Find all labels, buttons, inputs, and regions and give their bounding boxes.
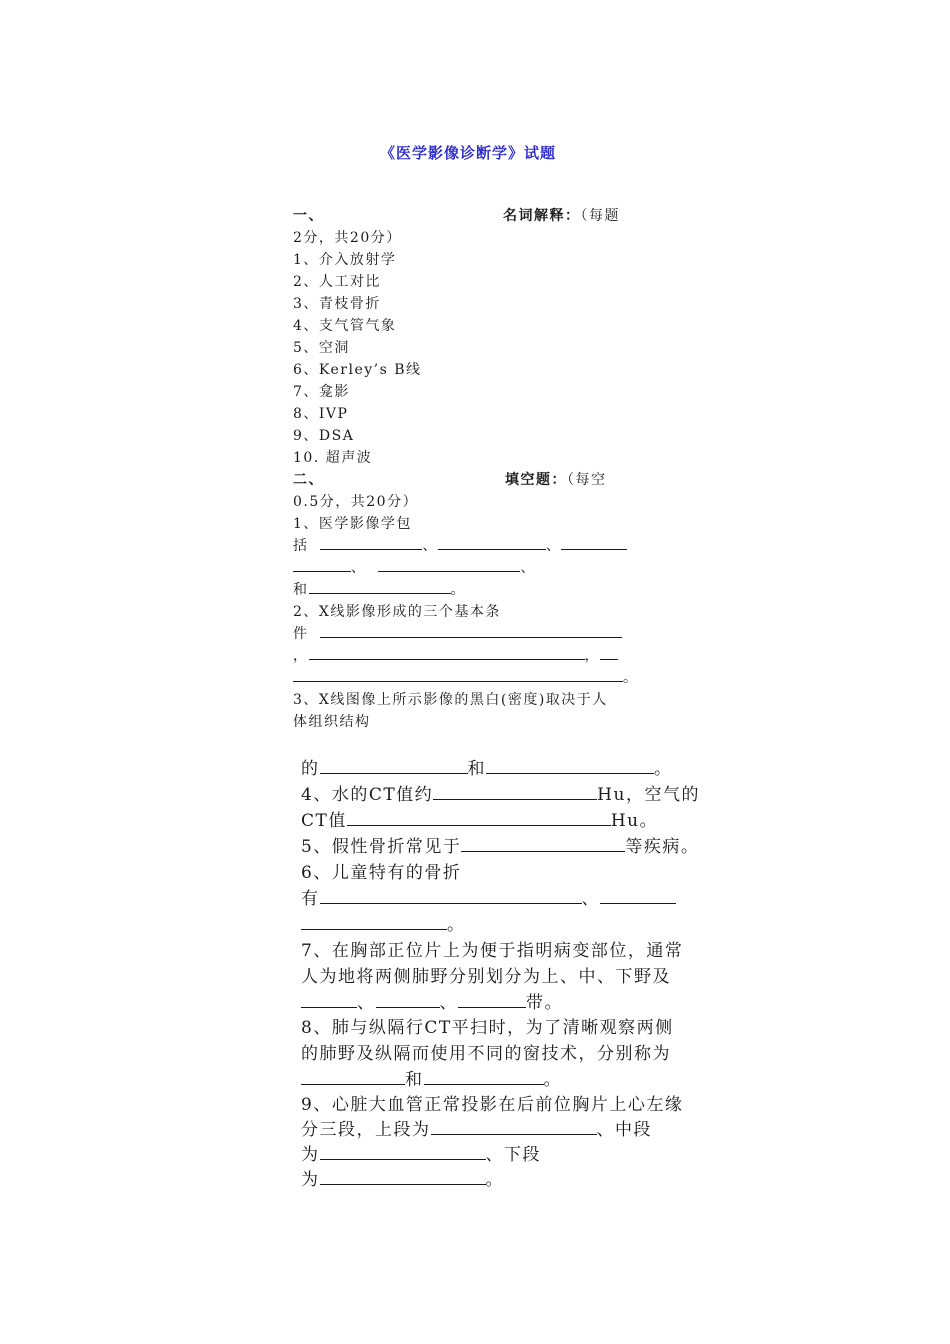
blank[interactable] [561,535,627,550]
q3-line-b: 体组织结构 [293,714,371,730]
blank[interactable] [293,557,351,572]
q6-line-b: 有 、 [301,884,676,909]
blank[interactable] [320,887,582,904]
section1-heading: 名词解释： [503,208,581,224]
blank[interactable] [486,757,654,774]
term-item: 9、DSA [293,428,355,444]
section2-header [505,469,607,489]
q1-line-d: 和 。 [293,579,466,599]
blank[interactable] [320,1168,486,1185]
term-item: 10. 超声波 [293,450,373,466]
blank[interactable] [433,783,597,800]
blank[interactable] [376,991,440,1008]
blank[interactable] [600,645,618,660]
section2-number: 二、 [293,472,324,488]
q1-line-b: 括 、 、 [293,535,627,555]
q4-line-a: 4、水的CT值约 Hu，空气的 [301,785,700,805]
section2-note-cont: 0.5分，共20分） [293,494,419,510]
document-title: 《医学影像诊断学》试题 [380,144,557,162]
term-item: 8、IVP [293,406,349,422]
section1-note: （每题 [580,208,620,224]
blank[interactable] [301,1068,405,1085]
q2-line-b: 件 [293,623,622,643]
blank[interactable] [378,557,520,572]
q1-line-a: 1、医学影像学包 [293,516,412,532]
q9-line-b: 分三段，上段为 、中段 [301,1120,652,1140]
term-item: 7、龛影 [293,384,350,400]
q7-line-c: 、 、 带。 [301,988,563,1013]
q2-line-d: 。 [293,667,639,687]
section1-note-cont: 2分，共20分） [293,230,402,246]
section1-header [503,205,620,225]
q7-line-a: 7、在胸部正位片上为便于指明病变部位，通常 [301,941,684,961]
blank[interactable] [301,991,357,1008]
q3-line-c: 的 和 。 [301,759,673,779]
term-item: 4、支气管气象 [293,318,397,334]
section2-heading: 填空题： [505,472,567,488]
q9-line-d: 为 。 [301,1170,504,1190]
term-item: 5、空洞 [293,340,350,356]
q6-line-c: 。 [301,910,466,935]
blank[interactable] [320,1143,486,1160]
blank[interactable] [438,535,546,550]
blank[interactable] [320,623,622,638]
blank[interactable] [320,535,422,550]
q8-line-a: 8、肺与纵隔行CT平扫时，为了清晰观察两侧 [301,1018,674,1038]
q9-line-c: 为 、下段 [301,1145,541,1165]
q5-line: 5、假性骨折常见于 等疾病。 [301,837,700,857]
blank[interactable] [458,991,526,1008]
q4-line-b: CT值 Hu。 [301,811,659,831]
blank[interactable] [461,835,625,852]
blank[interactable] [320,757,468,774]
section2-note: （每空 [567,472,607,488]
blank[interactable] [301,913,447,930]
blank[interactable] [424,1068,544,1085]
blank[interactable] [293,667,623,682]
term-item: 1、介入放射学 [293,252,397,268]
section1-number: 一、 [293,208,324,224]
q3-line-a: 3、X线图像上所示影像的黑白(密度)取决于人 [293,692,608,708]
q2-line-a: 2、X线影像形成的三个基本条 [293,604,501,620]
blank[interactable] [600,887,676,904]
q2-line-c: ， ， [293,645,618,665]
q8-line-c: 和 。 [301,1065,562,1090]
q1-line-c: 、 、 [293,557,536,577]
blank[interactable] [309,579,451,594]
term-item: 3、青枝骨折 [293,296,381,312]
blank[interactable] [347,809,611,826]
blank[interactable] [309,645,585,660]
q9-line-a: 9、心脏大血管正常投影在后前位胸片上心左缘 [301,1095,684,1115]
q8-line-b: 的肺野及纵隔而使用不同的窗技术，分别称为 [301,1044,671,1064]
term-item: 2、人工对比 [293,274,381,290]
q6-line-a: 6、儿童特有的骨折 [301,863,462,883]
term-item: 6、Kerley’s B线 [293,362,422,378]
blank[interactable] [431,1118,597,1135]
q7-line-b: 人为地将两侧肺野分别划分为上、中、下野及 [301,967,671,987]
